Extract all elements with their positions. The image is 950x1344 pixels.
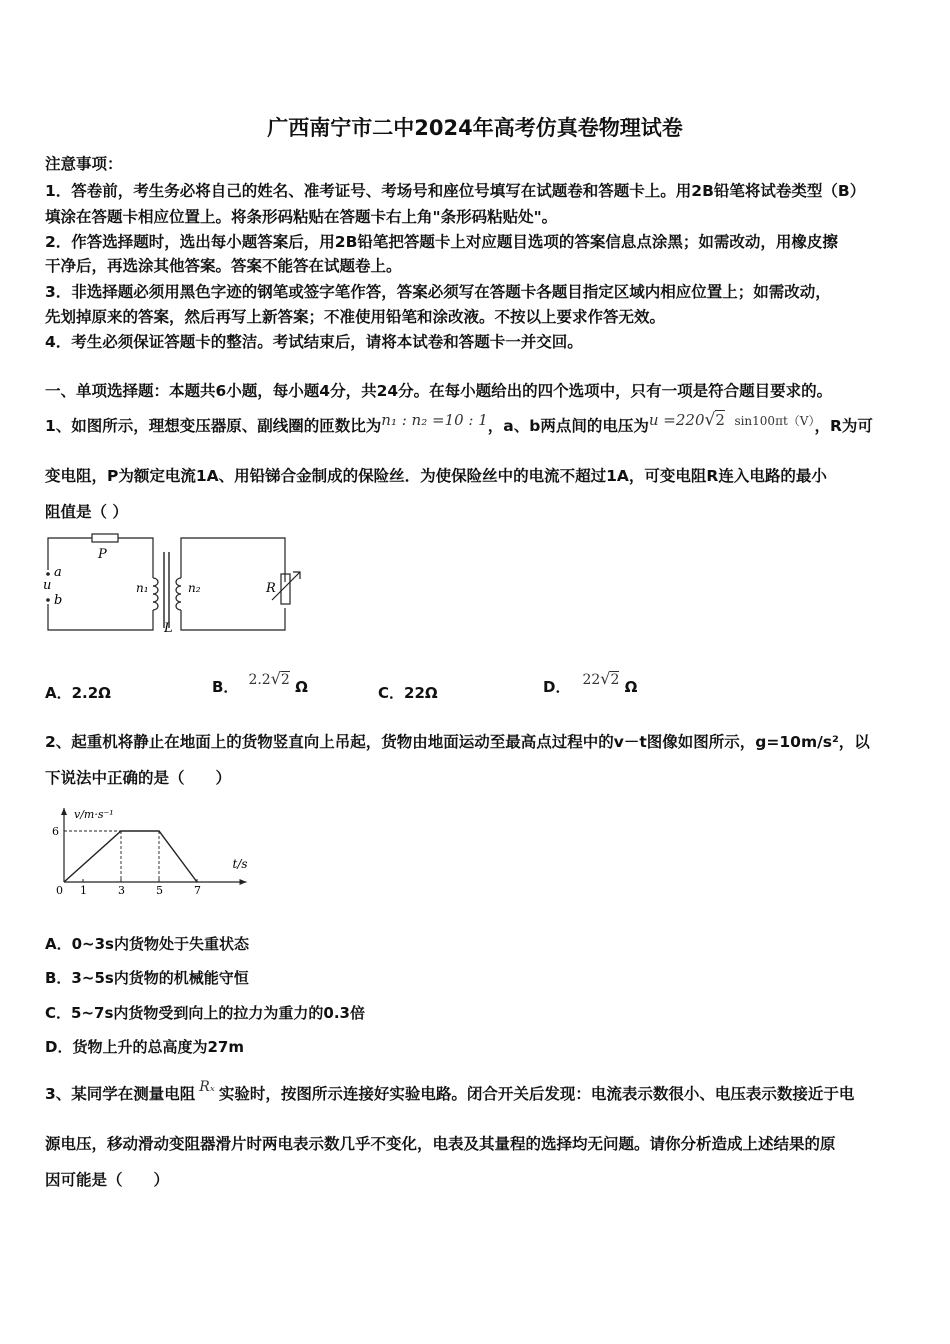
- notice-line: 2．作答选择题时，选出每小题答案后，用2B铅笔把答题卡上对应题目选项的答案信息点涂黑；如需改动，用橡皮擦: [45, 233, 838, 251]
- secondary-coil: [176, 578, 181, 610]
- vt-chart: [40, 798, 250, 898]
- x-axis-arrow: [240, 879, 247, 885]
- question-2-line1: 2、起重机将静止在地面上的货物竖直向上吊起，货物由地面运动至最高点过程中的v－t图像如图所示，g=10m/s²，以: [45, 733, 870, 751]
- y-tick-label: 6: [52, 825, 59, 838]
- turns-ratio: n₁ : n₂ =10 : 1: [381, 411, 488, 429]
- question-3-line2: 源电压，移动滑动变阻器滑片时两电表示数几乎不变化，电表及其量程的选择均无问题。请你分析造成上述结果的原: [45, 1135, 836, 1153]
- label-l: L: [164, 621, 173, 636]
- notice-line: 3．非选择题必须用黑色字迹的钢笔或签字笔作答，答案必须写在答题卡各题目指定区域内相应位置上；如需改动，: [45, 283, 831, 301]
- q1-part3: ，R为可: [814, 417, 873, 435]
- voltage-radicand: 2: [715, 411, 725, 429]
- question-1-text: 1、如图所示，理想变压器原、副线圈的匝数比为n₁ : n₂ =10 : 1，a、b两点间的电压为u =220√2 sin100πt（V），R为可: [45, 410, 873, 435]
- q2-option-b[interactable]: B．3~5s内货物的机械能守恒: [45, 969, 249, 987]
- x-tick-label: 3: [118, 884, 125, 897]
- label-u: u: [43, 578, 52, 593]
- option-radicand: 2: [610, 672, 620, 688]
- question-1-line3: 阻值是（ ）: [45, 503, 128, 521]
- label-n1: n₁: [136, 581, 149, 595]
- x-tick-label: 0: [56, 884, 63, 897]
- label-a: a: [54, 565, 62, 580]
- question-3-line1: [45, 1079, 855, 1104]
- label-p: P: [98, 547, 107, 562]
- x-tick-label: 1: [80, 884, 87, 897]
- option-unit: Ω: [295, 678, 308, 696]
- option-coef: 22: [582, 672, 601, 688]
- notice-line: 4．考生必须保证答题卡的整洁。考试结束后，请将本试卷和答题卡一并交回。: [45, 333, 583, 351]
- velocity-series-line: [64, 831, 197, 882]
- option-label: D．: [543, 678, 571, 696]
- fuse-p: [92, 534, 118, 542]
- option-radicand: 2: [280, 672, 290, 688]
- q2-option-a[interactable]: A．0~3s内货物处于失重状态: [45, 935, 249, 953]
- question-1-line2: 变电阻，P为额定电流1A、用铅锑合金制成的保险丝．为使保险丝中的电流不超过1A，可变电阻R连入电路的最小: [45, 467, 827, 485]
- x-axis-label: t/s: [232, 857, 248, 871]
- page-title: 广西南宁市二中2024年高考仿真卷物理试卷: [267, 116, 683, 140]
- notice-heading: 注意事项：: [45, 155, 123, 173]
- transformer-circuit-diagram: [40, 528, 310, 638]
- q1-option-c[interactable]: C．22Ω: [378, 684, 438, 702]
- label-b: b: [54, 593, 63, 608]
- notice-line: 1．答卷前，考生务必将自己的姓名、准考证号、考场号和座位号填写在试题卷和答题卡上。用2B铅笔将试卷类型（B）: [45, 182, 866, 200]
- y-axis-label: v/m·s⁻¹: [74, 808, 114, 821]
- resistor-rx: Rₓ: [199, 1079, 215, 1095]
- section-heading: 一、单项选择题：本题共6小题，每小题4分，共24分。在每小题给出的四个选项中，只有一项是符合题目要求的。: [45, 382, 833, 400]
- q2-option-c[interactable]: C．5~7s内货物受到向上的拉力为重力的0.3倍: [45, 1004, 365, 1022]
- x-tick-label: 5: [156, 884, 163, 897]
- q3-part1: 3、某同学在测量电阻: [45, 1085, 196, 1103]
- notice-line: 先划掉原来的答案，然后再写上新答案；不准使用铅笔和涂改液。不按以上要求作答无效。: [45, 308, 666, 326]
- q1-part2: ，a、b两点间的电压为: [487, 417, 649, 435]
- voltage-sin: sin100πt（V）: [734, 414, 815, 428]
- notice-line: 填涂在答题卡相应位置上。将条形码粘贴在答题卡右上角"条形码粘贴处"。: [45, 208, 558, 226]
- q1-option-b[interactable]: B． 2.2√2 Ω: [212, 669, 308, 696]
- y-axis-arrow: [61, 808, 67, 815]
- q1-part1: 1、如图所示，理想变压器原、副线圈的匝数比为: [45, 417, 382, 435]
- question-3-line3: 因可能是（ ）: [45, 1171, 170, 1189]
- option-unit: Ω: [624, 678, 638, 696]
- q1-option-d[interactable]: D． 22√2 Ω: [543, 669, 638, 696]
- q3-part2: 实验时，按图所示连接好实验电路。闭合开关后发现：电流表示数很小、电压表示数接近于电: [218, 1085, 855, 1103]
- voltage-u: u =220: [648, 411, 705, 429]
- option-label: B．: [212, 678, 239, 696]
- x-tick-label: 7: [194, 884, 201, 897]
- question-2-line2: 下说法中正确的是（ ）: [45, 769, 232, 787]
- label-r: R: [266, 581, 276, 596]
- option-coef: 2.2: [248, 672, 271, 688]
- notice-line: 干净后，再选涂其他答案。答案不能答在试题卷上。: [45, 257, 402, 275]
- primary-coil: [153, 578, 158, 610]
- q1-option-a[interactable]: A．2.2Ω: [45, 684, 111, 702]
- label-n2: n₂: [188, 581, 201, 595]
- q2-option-d[interactable]: D．货物上升的总高度为27m: [45, 1038, 244, 1056]
